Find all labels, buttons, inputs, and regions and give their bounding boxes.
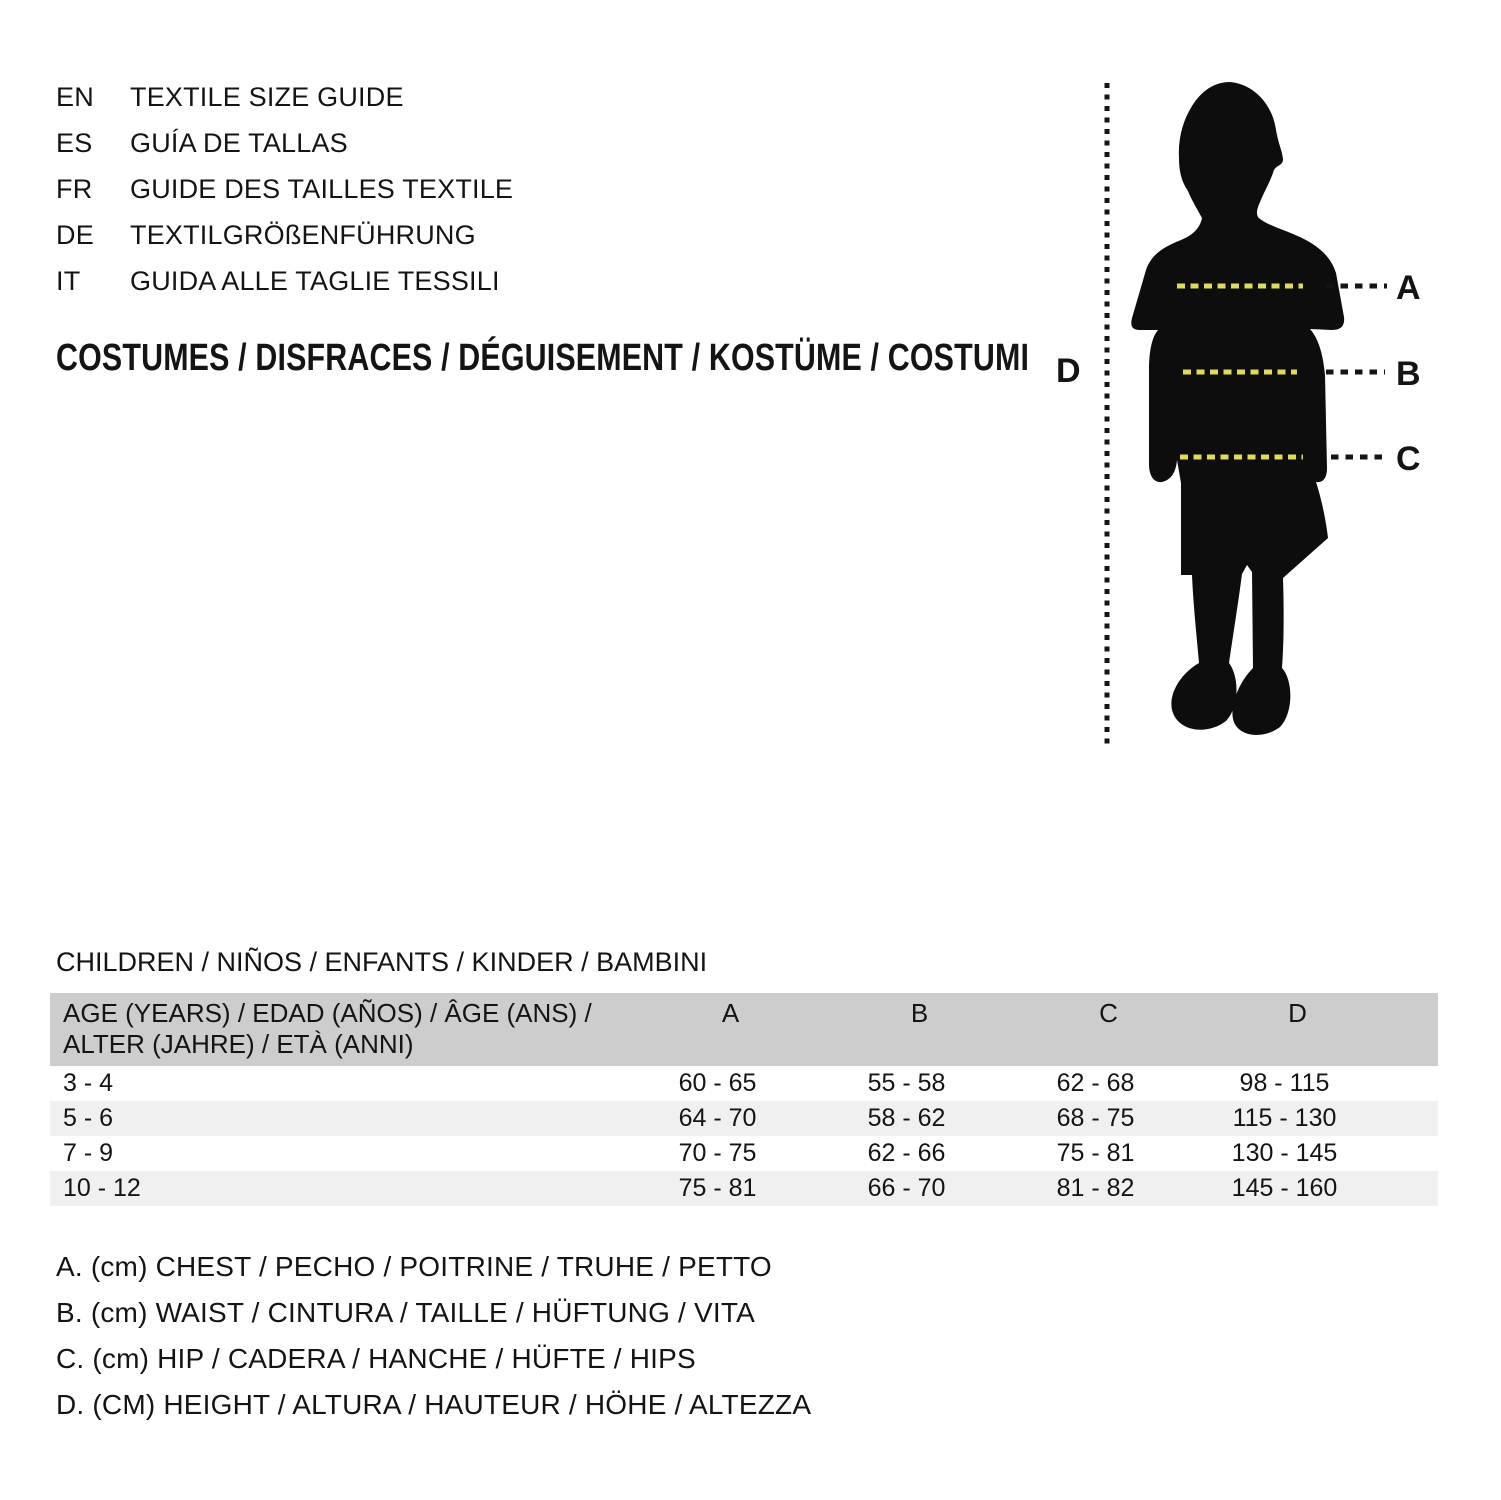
column-header-c: C	[1099, 998, 1118, 1028]
waist-cell: 55 - 58	[867, 1069, 946, 1097]
age-header-line2: ALTER (JAHRE) / ETÀ (ANNI)	[63, 1029, 414, 1059]
age-cell: 7 - 9	[63, 1139, 114, 1167]
size-table-header	[50, 993, 1438, 1066]
column-header-d: D	[1288, 998, 1307, 1028]
language-row-de	[56, 212, 513, 258]
column-header-b: B	[910, 998, 929, 1028]
category-title: COSTUMES / DISFRACES / DÉGUISEMENT / KOSTÜME / COSTUMI	[56, 337, 1030, 379]
table-row	[50, 1101, 1438, 1136]
measure-label-d: D	[1056, 352, 1081, 390]
legend-height: D. (CM) HEIGHT / ALTURA / HAUTEUR / HÖHE / ALTEZZA	[56, 1389, 812, 1420]
legend-hip: C. (cm) HIP / CADERA / HANCHE / HÜFTE / HIPS	[56, 1343, 696, 1374]
child-silhouette	[1131, 82, 1344, 735]
language-title: GUIDE DES TAILLES TEXTILE	[130, 173, 514, 204]
age-column-header	[50, 998, 636, 1060]
age-header-line1: AGE (YEARS) / EDAD (AÑOS) / ÂGE (ANS) /	[63, 998, 592, 1028]
hip-cell: 68 - 75	[1056, 1104, 1135, 1132]
measurement-legend	[56, 1244, 811, 1428]
table-row	[50, 1136, 1438, 1171]
chest-cell: 75 - 81	[678, 1174, 757, 1202]
table-row	[50, 1066, 1438, 1101]
language-title: GUÍA DE TALLAS	[130, 127, 348, 158]
height-cell: 115 - 130	[1232, 1104, 1337, 1132]
language-row-es	[56, 120, 513, 166]
waist-cell: 66 - 70	[867, 1174, 946, 1202]
table-row	[50, 1171, 1438, 1206]
size-table	[50, 993, 1438, 1206]
legend-chest: A. (cm) CHEST / PECHO / POITRINE / TRUHE / PETTO	[56, 1251, 772, 1282]
waist-cell: 62 - 66	[867, 1139, 946, 1167]
waist-cell: 58 - 62	[867, 1104, 946, 1132]
chest-cell: 64 - 70	[678, 1104, 757, 1132]
measure-label-a: A	[1396, 269, 1421, 307]
hip-cell: 62 - 68	[1056, 1069, 1135, 1097]
age-cell: 10 - 12	[63, 1174, 141, 1202]
language-row-en	[56, 74, 513, 120]
language-code: EN	[56, 81, 94, 112]
measure-label-b: B	[1396, 355, 1421, 393]
hip-cell: 81 - 82	[1056, 1174, 1135, 1202]
language-title: TEXTILE SIZE GUIDE	[130, 81, 404, 112]
height-cell: 145 - 160	[1231, 1174, 1338, 1202]
chest-cell: 60 - 65	[678, 1069, 757, 1097]
height-cell: 98 - 115	[1239, 1069, 1330, 1097]
language-row-it	[56, 258, 513, 304]
language-code: FR	[56, 173, 93, 204]
column-header-a: A	[721, 998, 740, 1028]
chest-cell: 70 - 75	[678, 1139, 757, 1167]
measure-label-c: C	[1396, 440, 1421, 478]
language-code: ES	[56, 127, 93, 158]
age-cell: 5 - 6	[63, 1104, 114, 1132]
height-cell: 130 - 145	[1231, 1139, 1338, 1167]
age-cell: 3 - 4	[63, 1069, 114, 1097]
hip-cell: 75 - 81	[1056, 1139, 1135, 1167]
language-title: GUIDA ALLE TAGLIE TESSILI	[130, 265, 500, 296]
language-title-block	[56, 74, 513, 304]
language-code: DE	[56, 219, 94, 250]
language-code: IT	[56, 265, 81, 296]
language-title: TEXTILGRÖßENFÜHRUNG	[130, 219, 476, 250]
legend-waist: B. (cm) WAIST / CINTURA / TAILLE / HÜFTUNG / VITA	[56, 1297, 755, 1328]
child-measurement-diagram	[1030, 60, 1450, 760]
language-row-fr	[56, 166, 513, 212]
children-section-title: CHILDREN / NIÑOS / ENFANTS / KINDER / BAMBINI	[56, 947, 708, 977]
